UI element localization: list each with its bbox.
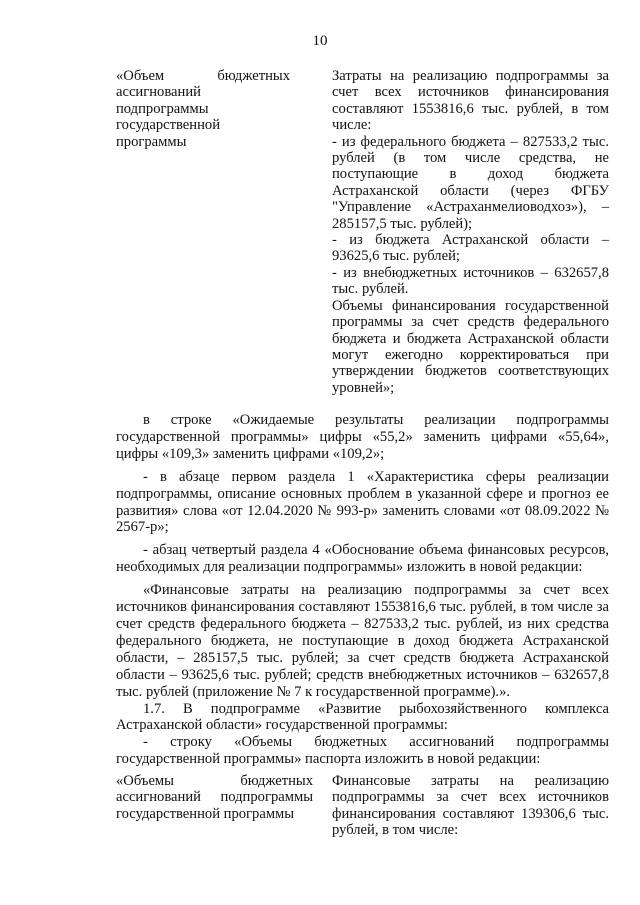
- body-text: [116, 412, 609, 768]
- paragraph-section-1: - в абзаце первом раздела 1 «Характеристика сферы реализации подпрограммы, описание основных проблем в указанной сфере и прогноз ее развития» слова «от 12.04.2020 № 993-р» заменить словами «от 08.09.2022 № 2567-р»;: [116, 468, 609, 536]
- table-right-cell: Финансовые затраты на реализацию подпрограммы за счет всех источников финансирования составляют 139306,6 тыс. рублей, в том числе:: [332, 773, 609, 839]
- table-left-cell: «Объем бюджетных ассигнований подпрограммы государственной программы: [116, 68, 290, 150]
- financing-extrabudgetary: - из внебюджетных источников – 632657,8 тыс. рублей.: [332, 264, 609, 298]
- financing-total: Затраты на реализацию подпрограммы за счет всех источников финансирования составляют 1553816,6 тыс. рублей, в том числе:: [332, 68, 609, 134]
- paragraph-section-4: - абзац четвертый раздела 4 «Обоснование объема финансовых ресурсов, необходимых для реализации подпрограммы» изложить в новой редакции:: [116, 542, 609, 576]
- financing-federal: - из федерального бюджета – 827533,2 тыс. рублей (в том числе средства, не поступающие в доход бюджета Астраханской области (через ФГБУ "Управление «Астраханмелиоводхоз»), – 285157,5 тыс. рублей);: [332, 133, 609, 232]
- table-left-cell: «Объемы бюджетных ассигнований подпрограммы государственной программы: [116, 773, 313, 822]
- paragraph-expected-results: в строке «Ожидаемые результаты реализации подпрограммы государственной программы» цифры «55,2» заменить цифрами «55,64», цифры «109,3» заменить цифрами «109,2»;: [116, 412, 609, 462]
- passport-table-irrigation: [116, 68, 609, 396]
- financing-regional: - из бюджета Астраханской области – 93625,6 тыс. рублей;: [332, 232, 609, 265]
- paragraph-financing-quote: «Финансовые затраты на реализацию подпрограммы за счет всех источников финансирования составляют 1553816,6 тыс. рублей, в том числе за счет средств федерального бюджета – 827533,2 тыс. рублей, из них средства федерального бюджета, не поступающие в доход бюджета Астраханской области, – 285157,5 тыс. рублей; за счет средств бюджета Астраханской области – 93625,6 тыс. рублей; средств внебюджетных источников – 632657,8 тыс. рублей (приложение № 7 к государственной программе).».: [116, 582, 609, 700]
- passport-table-fishery: [116, 773, 609, 839]
- paragraph-passport-line: - строку «Объемы бюджетных ассигнований подпрограммы государственной программы» паспорта изложить в новой редакции:: [116, 734, 609, 768]
- page-number: 10: [312, 33, 328, 49]
- financing-note: Объемы финансирования государственной программы за счет средств федерального бюджета и бюджета Астраханской области могут ежегодно корректироваться при утверждении бюджетов соответствующих уровней»;: [332, 297, 609, 396]
- table-right-cell: [332, 68, 609, 396]
- paragraph-1-7: 1.7. В подпрограмме «Развитие рыбохозяйственного комплекса Астраханской области» государственной программы:: [116, 700, 609, 734]
